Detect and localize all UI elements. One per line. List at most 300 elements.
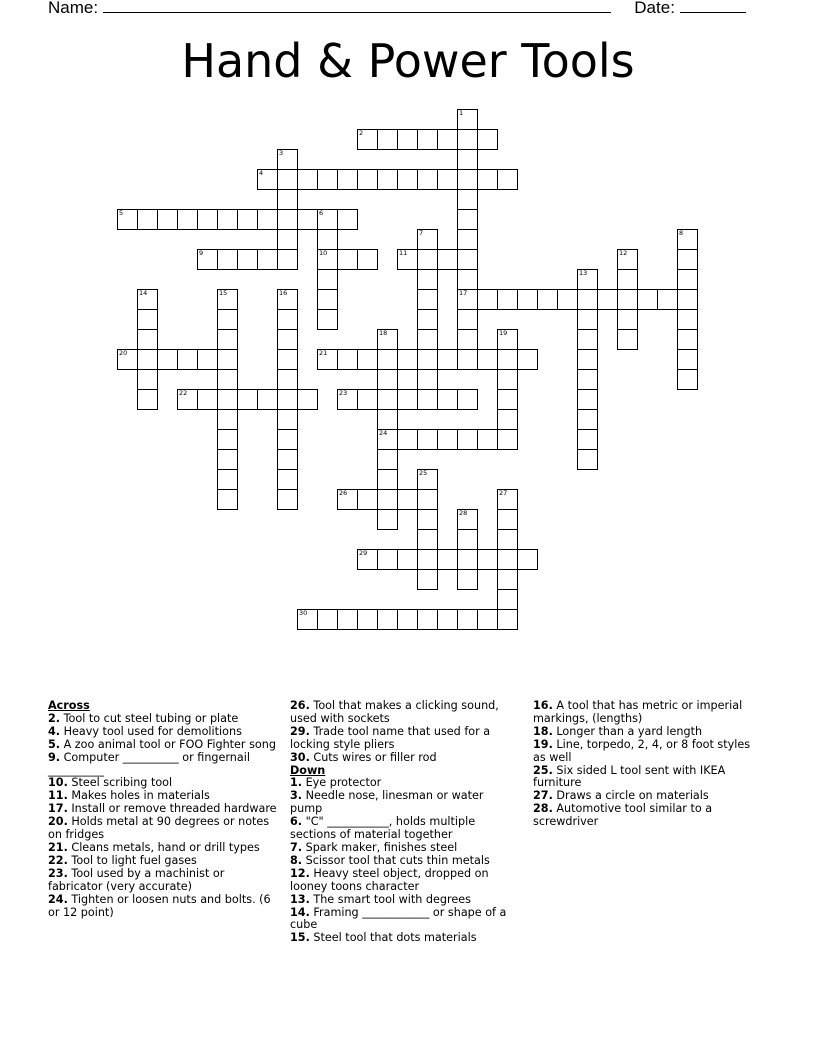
grid-cell[interactable] (397, 389, 418, 410)
clue-text: Install or remove threaded hardware (67, 802, 277, 816)
grid-cell[interactable] (317, 209, 338, 230)
grid-cell[interactable] (217, 409, 238, 430)
clue-number: 24 (379, 429, 388, 437)
grid-cell[interactable] (217, 369, 238, 390)
grid-cell[interactable] (417, 609, 438, 630)
grid-cell[interactable] (297, 609, 318, 630)
grid-cell[interactable] (497, 169, 518, 190)
grid-cell[interactable] (497, 609, 518, 630)
clue-item (290, 700, 518, 726)
grid-cell[interactable] (457, 509, 478, 530)
grid-cell[interactable] (417, 249, 438, 270)
grid-cell[interactable] (337, 389, 358, 410)
clue-number: 20 (119, 349, 128, 357)
grid-cell[interactable] (377, 609, 398, 630)
clue-text: Six sided L tool sent with IKEA furniture (533, 763, 726, 790)
grid-cell[interactable] (677, 289, 698, 310)
grid-cell[interactable] (277, 409, 298, 430)
clue-number-label: 24. (48, 892, 68, 906)
grid-cell[interactable] (297, 389, 318, 410)
grid-cell[interactable] (157, 209, 178, 230)
grid-cell[interactable] (437, 349, 458, 370)
clues-column-2 (290, 700, 518, 945)
grid-cell[interactable] (337, 489, 358, 510)
grid-cell[interactable] (377, 129, 398, 150)
clues-column-1 (48, 700, 280, 919)
grid-cell[interactable] (217, 389, 238, 410)
clue-text: Makes holes in materials (67, 789, 210, 803)
grid-cell[interactable] (137, 349, 158, 370)
clue-number: 12 (619, 249, 628, 257)
grid-cell[interactable] (577, 309, 598, 330)
grid-cell[interactable] (237, 389, 258, 410)
grid-cell[interactable] (677, 349, 698, 370)
grid-cell[interactable] (277, 489, 298, 510)
clue-number-label: 26. (290, 699, 310, 712)
clue-number-label: 11. (48, 789, 68, 803)
grid-cell[interactable] (217, 449, 238, 470)
grid-cell[interactable] (417, 529, 438, 550)
clue-text: A zoo animal tool or FOO Fighter song (60, 737, 276, 751)
grid-cell[interactable] (437, 169, 458, 190)
grid-cell[interactable] (317, 309, 338, 330)
grid-cell[interactable] (417, 489, 438, 510)
clue-number: 9 (199, 249, 204, 257)
grid-cell[interactable] (577, 429, 598, 450)
grid-cell[interactable] (457, 529, 478, 550)
across-heading: Across (48, 699, 90, 712)
clue-text: Tool to cut steel tubing or plate (60, 711, 239, 725)
grid-cell[interactable] (677, 309, 698, 330)
clue-text: Longer than a yard length (552, 724, 703, 738)
grid-cell[interactable] (457, 169, 478, 190)
grid-cell[interactable] (477, 289, 498, 310)
clue-number: 7 (419, 229, 424, 237)
grid-cell[interactable] (197, 209, 218, 230)
clue-number-label: 25. (533, 763, 553, 777)
grid-cell[interactable] (537, 289, 558, 310)
grid-cell[interactable] (417, 569, 438, 590)
clue-number: 5 (119, 209, 124, 217)
grid-cell[interactable] (497, 589, 518, 610)
clue-number-label: 18. (533, 724, 553, 738)
grid-cell[interactable] (517, 289, 538, 310)
grid-cell[interactable] (297, 209, 318, 230)
grid-cell[interactable] (457, 129, 478, 150)
grid-cell[interactable] (417, 329, 438, 350)
clue-item (290, 752, 518, 765)
grid-cell[interactable] (457, 189, 478, 210)
grid-cell[interactable] (357, 129, 378, 150)
grid-cell[interactable] (457, 149, 478, 170)
grid-cell[interactable] (277, 189, 298, 210)
grid-cell[interactable] (497, 289, 518, 310)
grid-cell[interactable] (477, 129, 498, 150)
clue-number-label: 6. (290, 815, 303, 829)
clue-number: 26 (339, 489, 348, 497)
grid-cell[interactable] (197, 349, 218, 370)
grid-cell[interactable] (317, 349, 338, 370)
grid-cell[interactable] (617, 289, 638, 310)
grid-cell[interactable] (257, 169, 278, 190)
grid-cell[interactable] (417, 549, 438, 570)
clue-number: 1 (459, 109, 464, 117)
grid-cell[interactable] (357, 389, 378, 410)
grid-cell[interactable] (577, 409, 598, 430)
grid-cell[interactable] (277, 249, 298, 270)
grid-cell[interactable] (317, 229, 338, 250)
clue-number-label: 2. (48, 711, 61, 725)
clue-text: Line, torpedo, 2, 4, or 8 foot styles as well (533, 737, 751, 764)
grid-cell[interactable] (577, 349, 598, 370)
grid-cell[interactable] (457, 269, 478, 290)
page-title: Hand & Power Tools (181, 34, 635, 88)
clue-item (48, 868, 280, 894)
clue-number-label: 28. (533, 802, 553, 816)
grid-cell[interactable] (417, 349, 438, 370)
grid-cell[interactable] (197, 389, 218, 410)
grid-cell[interactable] (457, 109, 478, 130)
clue-number: 21 (319, 349, 328, 357)
clue-text: Steel tool that dots materials (309, 931, 477, 945)
grid-cell[interactable] (677, 249, 698, 270)
clue-item (290, 907, 518, 933)
grid-cell[interactable] (597, 289, 618, 310)
grid-cell[interactable] (277, 209, 298, 230)
grid-cell[interactable] (257, 389, 278, 410)
grid-cell[interactable] (497, 429, 518, 450)
clue-number-label: 30. (290, 750, 310, 764)
grid-cell[interactable] (457, 429, 478, 450)
clue-text: Cleans metals, hand or drill types (67, 840, 260, 854)
grid-cell[interactable] (417, 369, 438, 390)
grid-cell[interactable] (177, 389, 198, 410)
grid-cell[interactable] (657, 289, 678, 310)
clue-item (48, 752, 280, 778)
grid-cell[interactable] (237, 249, 258, 270)
clue-number: 27 (499, 489, 508, 497)
clue-number-label: 12. (290, 866, 310, 880)
grid-cell[interactable] (497, 369, 518, 390)
grid-cell[interactable] (177, 349, 198, 370)
grid-cell[interactable] (497, 389, 518, 410)
clue-number-label: 1. (290, 776, 303, 790)
grid-cell[interactable] (397, 249, 418, 270)
clue-number-label: 9. (48, 750, 61, 764)
grid-cell[interactable] (277, 289, 298, 310)
clue-number: 28 (459, 509, 468, 517)
grid-cell[interactable] (417, 509, 438, 530)
clue-item (48, 894, 280, 920)
grid-cell[interactable] (377, 369, 398, 390)
grid-cell[interactable] (217, 249, 238, 270)
grid-cell[interactable] (277, 389, 298, 410)
clue-number: 6 (319, 209, 324, 217)
clue-item (290, 790, 518, 816)
clue-number: 30 (299, 609, 308, 617)
grid-cell[interactable] (317, 169, 338, 190)
grid-cell[interactable] (577, 269, 598, 290)
grid-cell[interactable] (397, 429, 418, 450)
clue-text: Framing ____________ or shape of a cube (290, 905, 507, 932)
clue-item (533, 803, 763, 829)
grid-cell[interactable] (357, 249, 378, 270)
grid-cell[interactable] (417, 229, 438, 250)
grid-cell[interactable] (317, 609, 338, 630)
grid-cell[interactable] (377, 469, 398, 490)
grid-cell[interactable] (677, 269, 698, 290)
grid-cell[interactable] (417, 269, 438, 290)
grid-cell[interactable] (277, 149, 298, 170)
grid-cell[interactable] (397, 549, 418, 570)
grid-cell[interactable] (457, 569, 478, 590)
grid-cell[interactable] (617, 329, 638, 350)
clue-text: Needle nose, linesman or water pump (290, 789, 484, 816)
grid-cell[interactable] (357, 349, 378, 370)
grid-cell[interactable] (217, 429, 238, 450)
clue-item (533, 700, 763, 726)
grid-cell[interactable] (137, 289, 158, 310)
grid-cell[interactable] (197, 249, 218, 270)
grid-cell[interactable] (357, 489, 378, 510)
grid-cell[interactable] (317, 249, 338, 270)
grid-cell[interactable] (457, 329, 478, 350)
grid-cell[interactable] (457, 349, 478, 370)
grid-cell[interactable] (617, 309, 638, 330)
clue-number-label: 7. (290, 840, 303, 854)
clue-number: 4 (259, 169, 264, 177)
clue-item (290, 932, 518, 945)
grid-cell[interactable] (317, 269, 338, 290)
grid-cell[interactable] (377, 409, 398, 430)
clue-number: 14 (139, 289, 148, 297)
grid-cell[interactable] (277, 449, 298, 470)
grid-cell[interactable] (277, 349, 298, 370)
grid-cell[interactable] (397, 129, 418, 150)
grid-cell[interactable] (457, 209, 478, 230)
clue-number-label: 3. (290, 789, 303, 803)
clue-number: 25 (419, 469, 428, 477)
clue-text: Trade tool name that used for a locking style pliers (290, 724, 491, 751)
clue-text: Tighten or loosen nuts and bolts. (6 or 12 point) (48, 892, 271, 919)
grid-cell[interactable] (577, 449, 598, 470)
grid-cell[interactable] (277, 229, 298, 250)
grid-cell[interactable] (277, 169, 298, 190)
grid-cell[interactable] (357, 609, 378, 630)
clue-text: Spark maker, finishes steel (302, 840, 458, 854)
grid-cell[interactable] (377, 429, 398, 450)
clue-number-label: 15. (290, 931, 310, 945)
clue-item (290, 726, 518, 752)
grid-cell[interactable] (257, 209, 278, 230)
grid-cell[interactable] (677, 229, 698, 250)
grid-cell[interactable] (577, 369, 598, 390)
clue-number-label: 13. (290, 892, 310, 906)
grid-cell[interactable] (217, 329, 238, 350)
grid-cell[interactable] (117, 349, 138, 370)
grid-cell[interactable] (397, 349, 418, 370)
date-label: Date: (634, 0, 675, 17)
grid-cell[interactable] (117, 209, 138, 230)
grid-cell[interactable] (417, 389, 438, 410)
grid-cell[interactable] (617, 249, 638, 270)
grid-cell[interactable] (277, 369, 298, 390)
clue-text: Heavy tool used for demolitions (60, 724, 242, 738)
grid-cell[interactable] (437, 549, 458, 570)
grid-cell[interactable] (637, 289, 658, 310)
grid-cell[interactable] (457, 389, 478, 410)
grid-cell[interactable] (357, 169, 378, 190)
grid-cell[interactable] (617, 269, 638, 290)
grid-cell[interactable] (417, 309, 438, 330)
grid-cell[interactable] (337, 249, 358, 270)
grid-cell[interactable] (417, 169, 438, 190)
clue-text: Heavy steel object, dropped on looney toons character (290, 866, 489, 893)
grid-cell[interactable] (477, 549, 498, 570)
grid-cell[interactable] (437, 129, 458, 150)
name-label: Name: (48, 0, 99, 17)
grid-cell[interactable] (277, 469, 298, 490)
grid-cell[interactable] (137, 389, 158, 410)
clue-text: Eye protector (302, 776, 382, 790)
grid-cell[interactable] (337, 169, 358, 190)
clue-item (533, 739, 763, 765)
clue-number: 23 (339, 389, 348, 397)
clue-item (290, 868, 518, 894)
grid-cell[interactable] (217, 209, 238, 230)
clue-number: 16 (279, 289, 288, 297)
grid-cell[interactable] (457, 549, 478, 570)
grid-cell[interactable] (497, 509, 518, 530)
clue-number: 10 (319, 249, 328, 257)
clue-number-label: 22. (48, 853, 68, 867)
grid-cell[interactable] (217, 469, 238, 490)
grid-cell[interactable] (397, 169, 418, 190)
grid-cell[interactable] (417, 429, 438, 450)
grid-cell[interactable] (217, 349, 238, 370)
clue-number: 18 (379, 329, 388, 337)
grid-cell[interactable] (277, 309, 298, 330)
grid-cell[interactable] (417, 469, 438, 490)
grid-cell[interactable] (277, 329, 298, 350)
clue-text: "C" ___________, holds multiple sections of material together (290, 815, 476, 842)
grid-cell[interactable] (437, 609, 458, 630)
grid-cell[interactable] (337, 609, 358, 630)
grid-cell[interactable] (377, 489, 398, 510)
grid-cell[interactable] (477, 169, 498, 190)
clue-number-label: 19. (533, 737, 553, 751)
grid-cell[interactable] (497, 489, 518, 510)
grid-cell[interactable] (457, 609, 478, 630)
clue-text: Draws a circle on materials (552, 789, 709, 803)
clue-text: A tool that has metric or imperial markings, (lengths) (533, 699, 743, 725)
grid-cell[interactable] (577, 289, 598, 310)
grid-cell[interactable] (337, 349, 358, 370)
grid-cell[interactable] (177, 209, 198, 230)
grid-cell[interactable] (477, 429, 498, 450)
clue-number: 11 (399, 249, 408, 257)
grid-cell[interactable] (257, 249, 278, 270)
grid-cell[interactable] (297, 169, 318, 190)
grid-cell[interactable] (417, 129, 438, 150)
grid-cell[interactable] (577, 329, 598, 350)
grid-cell[interactable] (497, 529, 518, 550)
grid-cell[interactable] (457, 289, 478, 310)
grid-cell[interactable] (497, 549, 518, 570)
clue-text: Automotive tool similar to a screwdriver (533, 802, 713, 829)
clue-text: Holds metal at 90 degrees or notes on fridges (48, 815, 270, 842)
grid-cell[interactable] (377, 329, 398, 350)
grid-cell[interactable] (397, 489, 418, 510)
grid-cell[interactable] (457, 229, 478, 250)
grid-cell[interactable] (677, 369, 698, 390)
grid-cell[interactable] (477, 349, 498, 370)
grid-cell[interactable] (437, 429, 458, 450)
grid-cell[interactable] (557, 289, 578, 310)
grid-cell[interactable] (237, 209, 258, 230)
grid-cell[interactable] (217, 489, 238, 510)
grid-cell[interactable] (137, 309, 158, 330)
grid-cell[interactable] (357, 549, 378, 570)
grid-cell[interactable] (137, 209, 158, 230)
grid-cell[interactable] (137, 329, 158, 350)
clue-number-label: 23. (48, 866, 68, 880)
grid-cell[interactable] (397, 609, 418, 630)
grid-cell[interactable] (377, 349, 398, 370)
grid-cell[interactable] (517, 349, 538, 370)
grid-cell[interactable] (137, 369, 158, 390)
clue-number-label: 20. (48, 815, 68, 829)
grid-cell[interactable] (377, 389, 398, 410)
grid-cell[interactable] (377, 549, 398, 570)
grid-cell[interactable] (497, 329, 518, 350)
clue-number-label: 8. (290, 853, 303, 867)
clue-number-label: 27. (533, 789, 553, 803)
grid-cell[interactable] (677, 329, 698, 350)
grid-cell[interactable] (457, 249, 478, 270)
grid-cell[interactable] (497, 569, 518, 590)
clue-number-label: 5. (48, 737, 61, 751)
grid-cell[interactable] (337, 209, 358, 230)
clue-number: 29 (359, 549, 368, 557)
grid-cell[interactable] (317, 289, 338, 310)
grid-cell[interactable] (497, 349, 518, 370)
grid-cell[interactable] (437, 389, 458, 410)
down-heading: Down (290, 763, 326, 777)
clue-number-label: 4. (48, 724, 61, 738)
grid-cell[interactable] (577, 389, 598, 410)
clue-text: Steel scribing tool (67, 776, 173, 790)
grid-cell[interactable] (377, 509, 398, 530)
clue-number: 13 (579, 269, 588, 277)
clue-text: Tool to light fuel gases (67, 853, 197, 867)
grid-cell[interactable] (277, 429, 298, 450)
grid-cell[interactable] (457, 309, 478, 330)
clue-text: The smart tool with degrees (309, 892, 471, 906)
grid-cell[interactable] (377, 169, 398, 190)
grid-cell[interactable] (217, 289, 238, 310)
grid-cell[interactable] (477, 609, 498, 630)
grid-cell[interactable] (437, 249, 458, 270)
grid-cell[interactable] (217, 309, 238, 330)
grid-cell[interactable] (417, 289, 438, 310)
clue-item (48, 816, 280, 842)
grid-cell[interactable] (377, 449, 398, 470)
grid-cell[interactable] (157, 349, 178, 370)
grid-cell[interactable] (497, 409, 518, 430)
grid-cell[interactable] (517, 549, 538, 570)
clue-number-label: 21. (48, 840, 68, 854)
